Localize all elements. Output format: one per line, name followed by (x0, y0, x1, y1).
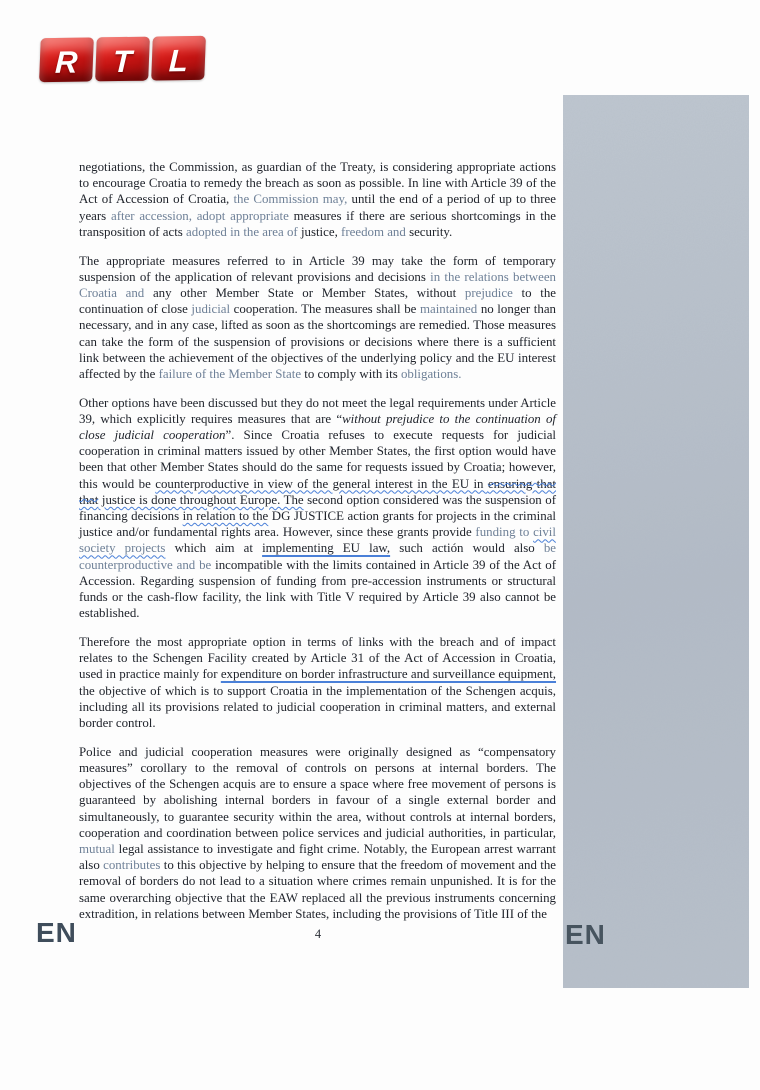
language-code-left: EN (36, 917, 77, 948)
rtl-logo-tile-l (151, 36, 206, 81)
text-run: ensuring that that (79, 476, 557, 507)
text-run: in the relations between Croatia and (79, 269, 556, 300)
language-code-right: EN (565, 919, 606, 950)
text-run: freedom and (341, 224, 410, 239)
paragraph (79, 395, 556, 622)
text-run: in relation to the (182, 509, 269, 524)
text-run: such actión would also (390, 541, 544, 556)
text-run: mutual (79, 841, 119, 856)
text-run: justice is done throughout Europe. The (98, 492, 304, 507)
text-run: to this objective by helping to ensure that the freedom of movement and the removal of borders do not lead to a situation where crimes remain unpunished. It is for the same overarching objective that the EAW replaced all the previous instruments concerning extradition, in relations between Member States, including the provisions of Title III of the (79, 858, 556, 921)
text-run: without prejudice to the continuation of close judicial cooperation (79, 411, 556, 443)
text-run: until the end of a period of up to three years (79, 192, 557, 223)
text-run: contributes (103, 858, 164, 873)
text-run: to the continuation of close (79, 285, 557, 317)
page-number: 4 (314, 927, 322, 941)
text-run: adopted in the area of (186, 224, 301, 239)
text-run: counterproductive in view of the general interest in the EU in (155, 476, 488, 491)
text-run: no longer than necessary, and in any case, lifted as soon as the shortcomings are remedied. Those measures can take the form of the suspension of provisions or decisions where there is a sufficient link between the achievement of the objectives of the underlying policy and the EU interest affected by the (79, 302, 556, 381)
text-run: Other options have been discussed but they do not meet the legal requirements under Article 39, which explicitly requires measures that are “ (79, 395, 556, 426)
text-run: The appropriate measures referred to in Article 39 may take the form of temporary suspension of the application of relevant provisions and decisions (79, 253, 556, 284)
rtl-logo-letter-l: L (168, 42, 189, 78)
rtl-logo (39, 36, 206, 82)
text-run: prejudice (464, 285, 522, 300)
text-run: the Commission may, (233, 192, 352, 207)
grain-texture (563, 95, 749, 988)
paragraph (79, 159, 556, 240)
text-run: after accession, adopt appropriate (110, 208, 294, 223)
text-run: to comply with its (304, 366, 401, 381)
text-run: security. (409, 224, 453, 239)
text-run: measures if there are serious shortcomings in the transposition of acts (79, 208, 557, 239)
rtl-logo-letter-t: T (112, 43, 133, 79)
rtl-logo-tile-t (95, 37, 150, 82)
rtl-logo-tile-r (39, 37, 94, 82)
text-run: judicial (191, 302, 234, 317)
text-run: be counterproductive and be (79, 541, 557, 572)
text-run: obligations. (400, 366, 462, 381)
scan-paper-strip (563, 95, 749, 988)
text-run: Police and judicial cooperation measures were originally designed as “compensatory measures” corollary to the removal of controls on persons at internal borders. The objectives of the Schengen acquis are to ensure a space where free movement of persons is guaranteed by abolishing internal borders in favour of a single external border and simultaneously, to guarantee security within the area, without controls at internal borders, cooperation and coordination between police services and judicial authorities, in particular, (79, 744, 556, 840)
text-run: maintained (419, 302, 481, 317)
text-run: cooperation. The measures shall be (233, 302, 420, 317)
paragraph (79, 634, 556, 731)
text-run: second option considered was the suspension of financing decisions (79, 492, 557, 524)
text-run: civil society projects (79, 525, 556, 556)
paragraph (79, 253, 556, 383)
text-run: legal assistance to investigate and fight crime. Notably, the European arrest warrant also (79, 841, 556, 873)
text-run: negotiations, the Commission, as guardian of the Treaty, is considering appropriate actions to encourage Croatia to remedy the breach as soon as possible. In line with Article 39 of the Act of Accession of Croatia, (79, 160, 556, 207)
text-run: Therefore the most appropriate option in terms of links with the breach and of impact relates to the Schengen Facility created by Article 31 of the Act of Accession in Croatia, used in practice mainly for (79, 634, 556, 682)
text-run: justice, (300, 224, 342, 239)
text-run: which aim at (165, 541, 263, 556)
text-run: DG JUSTICE action grants for projects in the criminal justice and/or fundamental rights area. However, since these grants provide (79, 509, 556, 540)
text-run: the objective of which is to support Croatia in the implementation of the Schengen acquis, including all its provisions related to judicial cooperation in criminal matters, and external border control. (79, 683, 556, 730)
paragraphs (79, 159, 556, 922)
text-run: implementing EU law, (262, 541, 391, 556)
text-run: expenditure on border infrastructure and surveillance equipment, (220, 667, 557, 682)
rtl-logo-letter-r: R (54, 44, 79, 80)
text-run: incompatible with the limits contained in Article 39 of the Act of Accession. Regarding suspension of funding from pre-accession instruments or structural funds or the cash-flow facility, the link with Title V required by Article 39 also cannot be established. (79, 557, 556, 621)
text-run: ”. Since Croatia refuses to execute requests for judicial cooperation in criminal matters issued by other Member States, the first option would have been that other Member States should do the same for requests issued by Croatia; however, this would be (79, 428, 556, 491)
text-run: failure of the Member State (158, 366, 305, 381)
text-run: funding to (475, 525, 534, 540)
paragraph (79, 744, 556, 922)
document-body (79, 159, 556, 934)
text-run: any other Member State or Member States, without (152, 285, 465, 300)
